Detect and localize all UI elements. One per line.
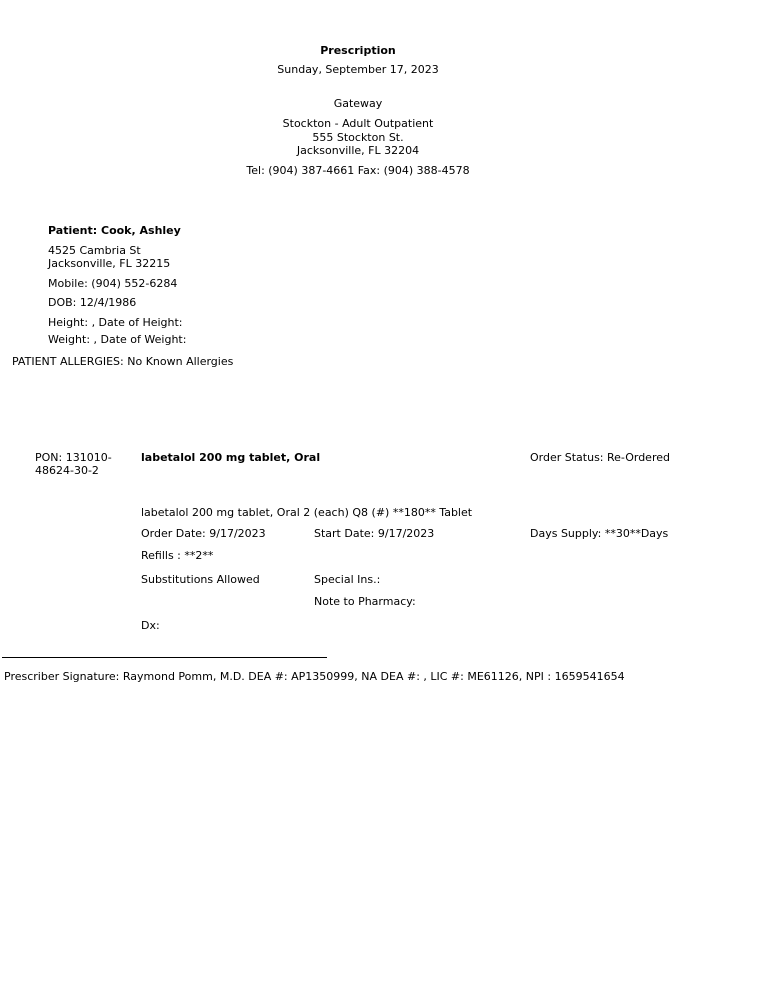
location-name: Stockton - Adult Outpatient [282, 117, 434, 130]
prescriber-signature: Prescriber Signature: Raymond Pomm, M.D. DEA #: AP1350999, NA DEA #: , LIC #: ME61126, NPI : 1659541654 [4, 670, 625, 683]
patient-mobile: Mobile: (904) 552-6284 [48, 277, 178, 290]
diagnosis: Dx: [141, 619, 160, 632]
drug-title: labetalol 200 mg tablet, Oral [141, 451, 321, 464]
patient-address: 4525 Cambria St [48, 244, 141, 257]
patient-city-state-zip: Jacksonville, FL 32215 [48, 257, 171, 270]
patient-weight: Weight: , Date of Weight: [48, 333, 187, 346]
signature-line [2, 657, 327, 658]
drug-sig: labetalol 200 mg tablet, Oral 2 (each) Q8 (#) **180** Tablet [141, 506, 473, 519]
patient-height: Height: , Date of Height: [48, 316, 183, 329]
order-date: Order Date: 9/17/2023 [141, 527, 266, 540]
document-date: Sunday, September 17, 2023 [277, 63, 439, 76]
location-phones: Tel: (904) 387-4661 Fax: (904) 388-4578 [246, 164, 470, 177]
refills: Refills : **2** [141, 549, 214, 562]
patient-name: Patient: Cook, Ashley [48, 224, 181, 237]
days-supply: Days Supply: **30**Days [530, 527, 669, 540]
start-date: Start Date: 9/17/2023 [314, 527, 435, 540]
patient-allergies: PATIENT ALLERGIES: No Known Allergies [12, 355, 234, 368]
document-title: Prescription [320, 44, 396, 57]
location-city-state-zip: Jacksonville, FL 32204 [296, 144, 420, 157]
order-pon-line1: PON: 131010- [35, 451, 112, 464]
order-pon-line2: 48624-30-2 [35, 464, 99, 477]
special-instructions: Special Ins.: [314, 573, 381, 586]
location-address: 555 Stockton St. [312, 131, 404, 144]
organization-name: Gateway [333, 97, 383, 110]
patient-dob: DOB: 12/4/1986 [48, 296, 137, 309]
substitutions: Substitutions Allowed [141, 573, 260, 586]
note-to-pharmacy: Note to Pharmacy: [314, 595, 416, 608]
order-status: Order Status: Re-Ordered [530, 451, 670, 464]
